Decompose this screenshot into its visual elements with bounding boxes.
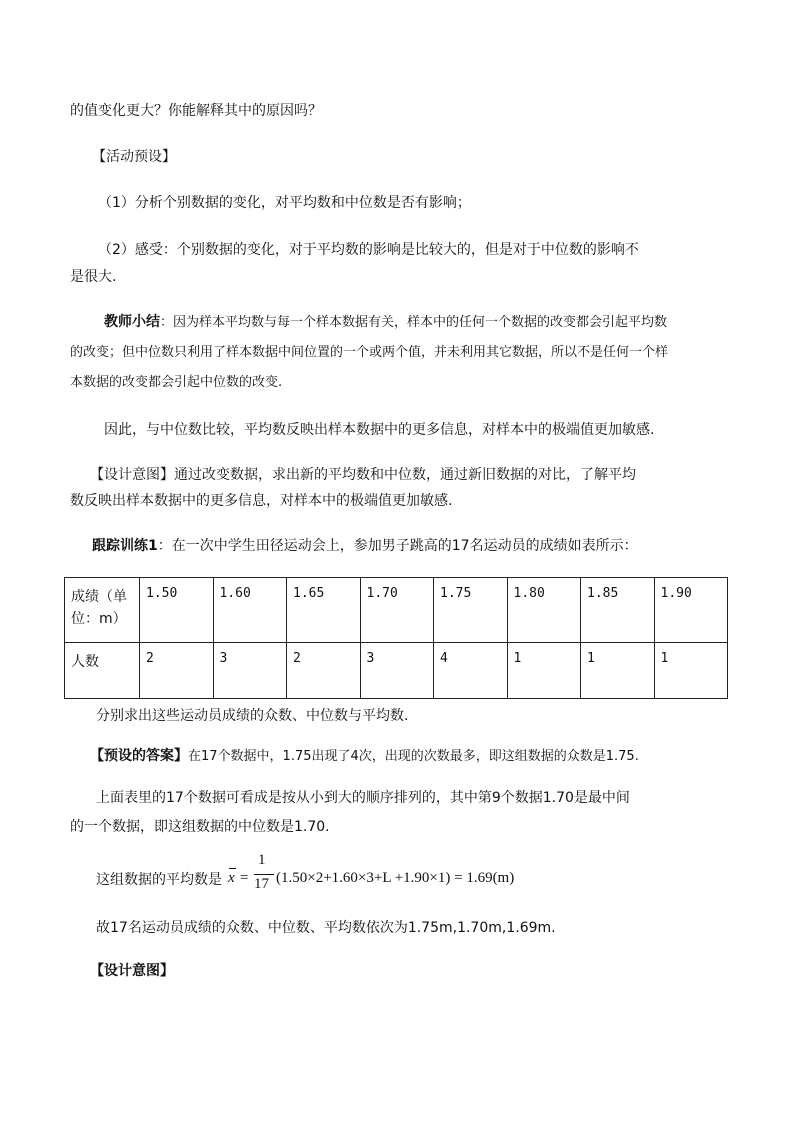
scores-table xyxy=(64,577,728,699)
design-intent-line-1: 【设计意图】通过改变数据，求出新的平均数和中位数，通过新旧数据的对比，了解平均 xyxy=(90,467,636,483)
table-header-score: 成绩（单位：m） xyxy=(65,578,140,643)
activity-item-1: （1）分析个别数据的变化，对平均数和中位数是否有影响； xyxy=(98,195,471,211)
table-cell: 4 xyxy=(434,643,508,699)
teacher-summary-line-2: 的改变；但中位数只利用了样本数据中间位置的一个或两个值，并未利用其它数据，所以不是任何一个样 xyxy=(70,345,669,360)
x-variable: x xyxy=(228,870,235,886)
table-row xyxy=(65,643,728,699)
exercise-label: 跟踪训练1 xyxy=(92,538,158,554)
teacher-summary-label: 教师小结 xyxy=(104,314,160,330)
table-cell: 1.65 xyxy=(287,578,361,643)
activity-item-2-line-2: 是很大. xyxy=(70,269,117,285)
activity-item-2-line-1: （2）感受：个别数据的变化，对于平均数的影响是比较大的，但是对于中位数的影响不 xyxy=(98,242,639,258)
answer-label: 【预设的答案】 xyxy=(90,748,188,764)
fraction-bar xyxy=(254,874,274,875)
table-cell: 1.50 xyxy=(140,578,214,643)
design-intent-line-2: 数反映出样本数据中的更多信息，对样本中的极端值更加敏感. xyxy=(70,493,453,509)
fraction-numerator: 1 xyxy=(258,852,266,868)
table-cell: 1.90 xyxy=(654,578,728,643)
table-cell: 2 xyxy=(140,643,214,699)
exercise-line xyxy=(92,536,638,556)
conclusion: 因此，与中位数比较，平均数反映出样本数据中的更多信息，对样本中的极端值更加敏感. xyxy=(104,422,655,438)
answer-line-1 xyxy=(90,746,639,767)
teacher-summary-line-3: 本数据的改变都会引起中位数的改变. xyxy=(70,375,283,390)
table-header-count: 人数 xyxy=(65,643,140,699)
answer-text-1: 在17个数据中，1.75出现了4次，出现的次数最多，即这组数据的众数是1.75. xyxy=(188,749,639,764)
table-cell: 3 xyxy=(213,643,287,699)
formula-expression: (1.50×2+1.60×3+L +1.90×1) = 1.69(m) xyxy=(276,870,515,886)
task: 分别求出这些运动员成绩的众数、中位数与平均数. xyxy=(96,708,409,724)
equals-sign: = xyxy=(240,870,249,886)
activity-heading: 【活动预设】 xyxy=(92,149,176,165)
teacher-summary-text-1: ：因为样本平均数与每一个样本数据有关，样本中的任何一个数据的改变都会引起平均数 xyxy=(160,315,668,330)
mean-prefix: 这组数据的平均数是 xyxy=(96,872,222,888)
paragraph-continuation: 的值变化更大？你能解释其中的原因吗？ xyxy=(70,103,322,119)
table-cell: 3 xyxy=(360,643,434,699)
table-cell: 1 xyxy=(507,643,581,699)
table-cell: 1.75 xyxy=(434,578,508,643)
summary: 故17名运动员成绩的众数、中位数、平均数依次为1.75m,1.70m,1.69m. xyxy=(96,920,556,936)
answer-line-2: 上面表里的17个数据可看成是按从小到大的顺序排列的，其中第9个数据1.70是最中间 xyxy=(96,790,630,806)
table-row xyxy=(65,578,728,643)
fraction-denominator: 17 xyxy=(254,876,269,892)
overline-decoration xyxy=(229,868,236,869)
exercise-text: ：在一次中学生田径运动会上，参加男子跳高的17名运动员的成绩如表所示： xyxy=(157,538,638,554)
table-cell: 1.60 xyxy=(213,578,287,643)
answer-line-3: 的一个数据，即这组数据的中位数是1.70. xyxy=(70,819,330,835)
table-cell: 1.85 xyxy=(581,578,655,643)
teacher-summary-line-1 xyxy=(104,312,667,333)
table-cell: 1.80 xyxy=(507,578,581,643)
design-intent-heading: 【设计意图】 xyxy=(90,963,174,979)
table-cell: 2 xyxy=(287,643,361,699)
table-cell: 1 xyxy=(581,643,655,699)
table-cell: 1.70 xyxy=(360,578,434,643)
table-cell: 1 xyxy=(654,643,728,699)
